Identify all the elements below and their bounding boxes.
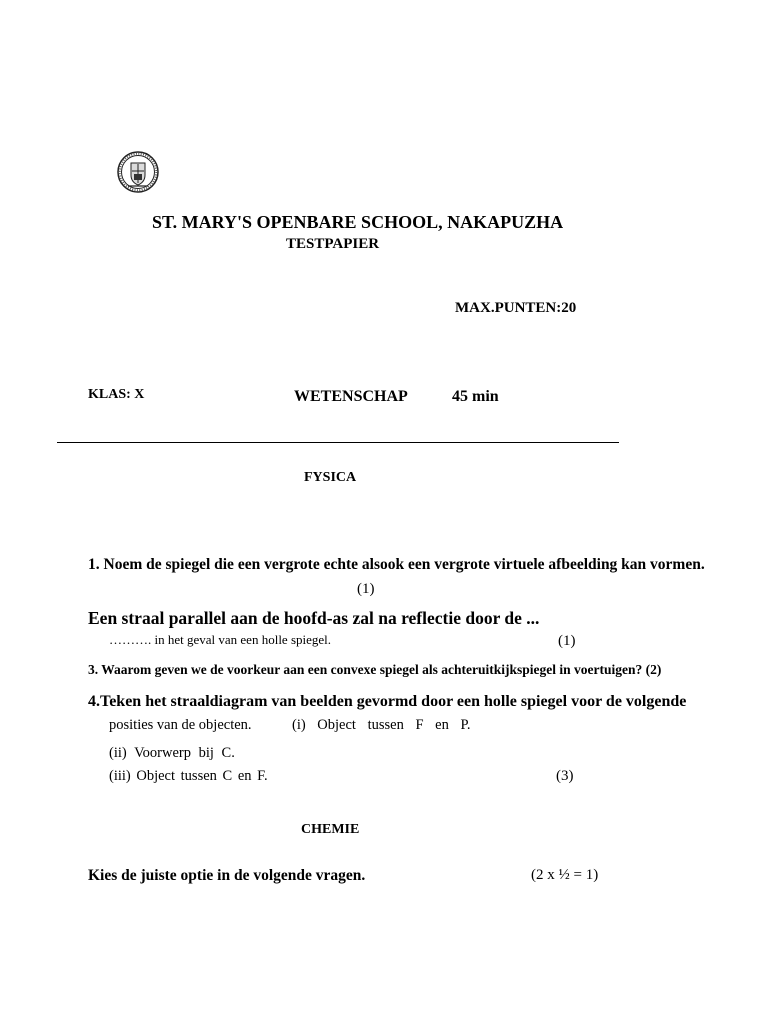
question-4-option-3: (iii) Object tussen C en F. [109,768,268,784]
chemistry-instruction: Kies de juiste optie in de volgende vragen. [88,867,366,884]
header-divider [57,442,619,443]
section-title-chemistry: CHEMIE [301,822,360,837]
class-label: KLAS: X [88,387,145,402]
question-4-marks: (3) [556,768,574,784]
question-1-marks: (1) [357,581,375,597]
school-name: ST. MARY'S OPENBARE SCHOOL, NAKAPUZHA [152,212,564,232]
chemistry-marks: (2 x ½ = 1) [531,867,599,883]
duration: 45 min [452,388,499,405]
subject: WETENSCHAP [294,388,408,405]
school-crest-icon [114,150,162,194]
question-4-text: 4.Teken het straaldiagram van beelden gevormd door een holle spiegel voor de volgende [88,693,687,710]
question-1-text: 1. Noem de spiegel die een vergrote echte alsook een vergrote virtuele afbeelding kan vormen. [88,556,705,573]
question-4-line-2: posities van de objecten. [109,717,252,733]
section-title-physics: FYSICA [304,470,357,485]
question-4-option-2: (ii) Voorwerp bij C. [109,745,235,761]
question-4-option-1: (i) Object tussen F en P. [292,717,471,733]
question-3-text: 3. Waarom geven we de voorkeur aan een convexe spiegel als achteruitkijkspiegel in voertuigen? (2) [88,662,662,677]
paper-type: TESTPAPIER [286,236,380,252]
question-2-text: Een straal parallel aan de hoofd-as zal na reflectie door de ... [88,608,540,628]
max-points: MAX.PUNTEN:20 [455,300,577,316]
question-2-marks: (1) [558,633,576,649]
question-2-continuation: ………. in het geval van een holle spiegel. [109,632,332,647]
